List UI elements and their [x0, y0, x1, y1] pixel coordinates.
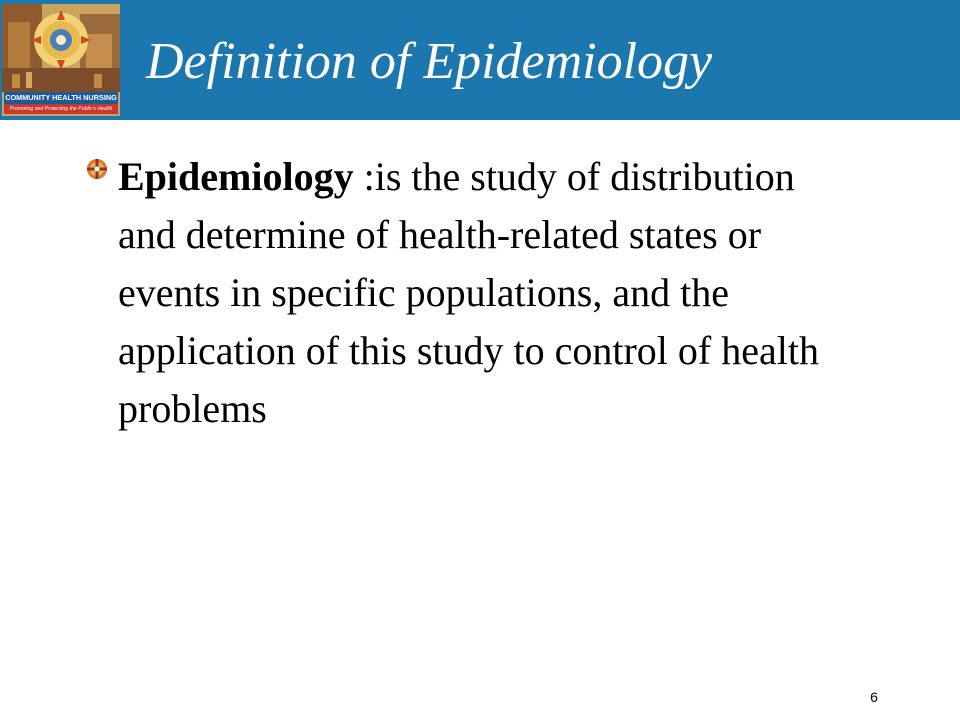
definition-paragraph — [118, 148, 838, 438]
community-health-nursing-logo — [2, 4, 120, 116]
logo-tagline: Promoting and Protecting the Public's Health — [4, 104, 118, 114]
definition-text: :is the study of distribution and determine of health-related states or events in specific populations, and the application of this study to control of health problems — [118, 154, 819, 431]
defined-term: Epidemiology — [118, 154, 354, 199]
title-bar — [0, 0, 960, 120]
slide-title: Definition of Epidemiology — [146, 33, 713, 90]
logo-title: COMMUNITY HEALTH NURSING — [5, 93, 117, 102]
bullet-icon — [86, 158, 108, 180]
page-number: 6 — [870, 689, 878, 705]
